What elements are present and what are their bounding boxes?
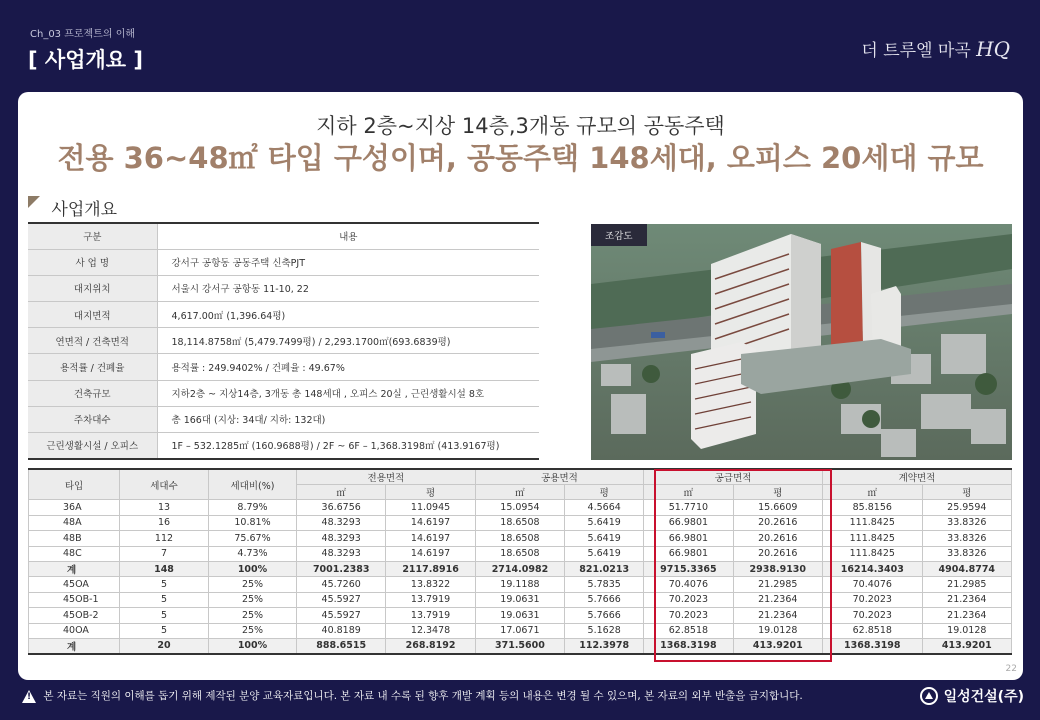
table-cell: 19.0631 <box>475 608 564 623</box>
table-cell: 8.79% <box>209 500 297 515</box>
footer-note-text: 본 자료는 직원의 이해를 돕기 위해 제작된 분양 교육자료입니다. 본 자료 내 수록 된 향후 개발 계획 등의 내용은 변경 될 수 있으며, 본 자료의 외부 반출을 금지합니다. <box>43 690 803 702</box>
table-row <box>29 592 1012 607</box>
table-cell: 13 <box>120 500 209 515</box>
table-cell: 5.6419 <box>565 531 644 546</box>
table-total-row <box>29 561 1012 576</box>
overview-value: 1F – 532.1285㎡ (160.9688평) / 2F ~ 6F – 1,368.3198㎡ (413.9167평) <box>157 433 539 459</box>
table-cell: 21.2364 <box>922 608 1011 623</box>
table-cell: 10.81% <box>209 515 297 530</box>
table-cell: 11.0945 <box>386 500 475 515</box>
table-cell: 48C <box>29 546 120 561</box>
table-cell: 2938.9130 <box>733 561 822 576</box>
table-cell: 70.4076 <box>822 577 922 592</box>
table-cell: 5.7835 <box>565 577 644 592</box>
table-cell: 25% <box>209 577 297 592</box>
table-row <box>29 515 1012 530</box>
table-cell: 36.6756 <box>297 500 386 515</box>
footer-disclaimer <box>22 688 803 703</box>
unit-m2: ㎡ <box>644 485 733 500</box>
table-cell: 62.8518 <box>822 623 922 638</box>
table-cell: 48B <box>29 531 120 546</box>
table-cell: 111.8425 <box>822 546 922 561</box>
table-cell: 21.2364 <box>733 608 822 623</box>
table-cell: 13.7919 <box>386 592 475 607</box>
overview-row <box>28 302 539 328</box>
table-cell: 5 <box>120 623 209 638</box>
overview-value: 18,114.8758㎡ (5,479.7499평) / 2,293.1700㎡(693.6839평) <box>157 328 539 354</box>
overview-head-value: 내용 <box>157 223 539 249</box>
page-heading: [ 사업개요 ] <box>28 48 143 72</box>
table-total-row <box>29 638 1012 654</box>
unit-m2: ㎡ <box>822 485 922 500</box>
overview-head-label: 구분 <box>28 223 157 249</box>
unit-m2: ㎡ <box>475 485 564 500</box>
table-cell: 5 <box>120 592 209 607</box>
table-cell: 7001.2383 <box>297 561 386 576</box>
table-cell: 33.8326 <box>922 515 1011 530</box>
table-cell: 25.9594 <box>922 500 1011 515</box>
table-cell: 48.3293 <box>297 531 386 546</box>
table-cell: 25% <box>209 608 297 623</box>
table-cell: 75.67% <box>209 531 297 546</box>
overview-value: 4,617.00㎡ (1,396.64평) <box>157 302 539 328</box>
table-cell: 48A <box>29 515 120 530</box>
aerial-rendering-illustration <box>591 224 1012 460</box>
unit-area-table <box>28 468 1012 655</box>
table-row <box>29 577 1012 592</box>
col-type: 타입 <box>29 469 120 500</box>
overview-row <box>28 406 539 432</box>
table-cell: 15.0954 <box>475 500 564 515</box>
table-cell: 70.4076 <box>644 577 733 592</box>
table-cell: 19.1188 <box>475 577 564 592</box>
table-cell: 45OB-2 <box>29 608 120 623</box>
table-cell: 계 <box>29 561 120 576</box>
table-cell: 5 <box>120 577 209 592</box>
table-cell: 25% <box>209 592 297 607</box>
table-cell: 5.7666 <box>565 608 644 623</box>
headline-primary: 지하 2층~지상 14층,3개동 규모의 공동주택 <box>316 114 725 138</box>
table-cell: 14.6197 <box>386 515 475 530</box>
table-cell: 12.3478 <box>386 623 475 638</box>
corner-triangle-icon <box>28 196 40 208</box>
overview-row <box>28 354 539 380</box>
table-cell: 100% <box>209 638 297 654</box>
table-cell: 45.7260 <box>297 577 386 592</box>
overview-value: 총 166대 (지상: 34대/ 지하: 132대) <box>157 406 539 432</box>
table-cell: 5.1628 <box>565 623 644 638</box>
table-cell: 70.2023 <box>644 592 733 607</box>
table-cell: 13.8322 <box>386 577 475 592</box>
overview-value: 강서구 공항동 공동주택 신축PJT <box>157 249 539 275</box>
units-header-row <box>29 469 1012 485</box>
overview-label: 사 업 명 <box>28 249 157 275</box>
overview-label: 용적률 / 건폐율 <box>28 354 157 380</box>
brand-text: 더 트루엘 마곡 <box>861 41 971 61</box>
col-common: 공용면적 <box>475 469 643 485</box>
brand-script: HQ <box>976 37 1010 61</box>
table-cell: 25% <box>209 623 297 638</box>
table-cell: 18.6508 <box>475 531 564 546</box>
table-cell: 5.6419 <box>565 515 644 530</box>
table-cell: 18.6508 <box>475 515 564 530</box>
unit-pyeong: 평 <box>386 485 475 500</box>
overview-label: 건축규모 <box>28 380 157 406</box>
table-cell: 16 <box>120 515 209 530</box>
table-cell: 19.0128 <box>922 623 1011 638</box>
supply-area-highlight <box>654 469 832 662</box>
section-title <box>28 195 117 220</box>
overview-label: 대지면적 <box>28 302 157 328</box>
table-cell: 148 <box>120 561 209 576</box>
overview-label: 대지위치 <box>28 275 157 301</box>
table-cell: 33.8326 <box>922 531 1011 546</box>
table-cell: 40.8189 <box>297 623 386 638</box>
company-mark-icon <box>920 687 938 705</box>
overview-label: 연면적 / 건축면적 <box>28 328 157 354</box>
table-cell: 70.2023 <box>644 608 733 623</box>
table-cell: 268.8192 <box>386 638 475 654</box>
table-cell: 70.2023 <box>822 608 922 623</box>
table-cell: 413.9201 <box>733 638 822 654</box>
overview-row <box>28 433 539 459</box>
table-cell: 2117.8916 <box>386 561 475 576</box>
table-cell: 15.6609 <box>733 500 822 515</box>
table-cell: 16214.3403 <box>822 561 922 576</box>
table-cell: 45OA <box>29 577 120 592</box>
table-cell: 20.2616 <box>733 515 822 530</box>
table-cell: 66.9801 <box>644 515 733 530</box>
table-cell: 9715.3365 <box>644 561 733 576</box>
company-logo <box>920 686 1024 706</box>
company-logo-text: 일성건설(주) <box>943 689 1024 705</box>
overview-row <box>28 328 539 354</box>
overview-row <box>28 380 539 406</box>
table-cell: 111.8425 <box>822 515 922 530</box>
overview-table <box>28 222 539 460</box>
table-cell: 5.6419 <box>565 546 644 561</box>
table-cell: 40OA <box>29 623 120 638</box>
table-cell: 5.7666 <box>565 592 644 607</box>
unit-pyeong: 평 <box>733 485 822 500</box>
table-cell: 112.3978 <box>565 638 644 654</box>
table-cell: 21.2985 <box>733 577 822 592</box>
unit-m2: ㎡ <box>297 485 386 500</box>
unit-pyeong: 평 <box>922 485 1011 500</box>
table-cell: 20.2616 <box>733 546 822 561</box>
table-cell: 4.73% <box>209 546 297 561</box>
table-cell: 371.5600 <box>475 638 564 654</box>
table-cell: 14.6197 <box>386 546 475 561</box>
table-cell: 821.0213 <box>565 561 644 576</box>
table-cell: 19.0631 <box>475 592 564 607</box>
table-cell: 20 <box>120 638 209 654</box>
table-cell: 20.2616 <box>733 531 822 546</box>
table-cell: 51.7710 <box>644 500 733 515</box>
col-exclusive: 전용면적 <box>297 469 476 485</box>
photo-badge: 조감도 <box>591 224 647 246</box>
headline-secondary: 전용 36~48㎡ 타입 구성이며, 공동주택 148세대, 오피스 20세대 규모 <box>57 141 984 175</box>
overview-value: 용적률 : 249.9402% / 건폐율 : 49.67% <box>157 354 539 380</box>
overview-label: 주차대수 <box>28 406 157 432</box>
table-cell: 21.2364 <box>733 592 822 607</box>
table-row <box>29 623 1012 638</box>
col-ratio: 세대비(%) <box>209 469 297 500</box>
chapter-label: Ch_03 프로젝트의 이해 <box>30 29 136 40</box>
table-cell: 4904.8774 <box>922 561 1011 576</box>
table-row <box>29 500 1012 515</box>
table-row <box>29 531 1012 546</box>
overview-label: 근린생활시설 / 오피스 <box>28 433 157 459</box>
table-cell: 5 <box>120 608 209 623</box>
table-cell: 100% <box>209 561 297 576</box>
table-cell: 112 <box>120 531 209 546</box>
table-cell: 21.2364 <box>922 592 1011 607</box>
section-title-text: 사업개요 <box>51 200 118 220</box>
table-cell: 계 <box>29 638 120 654</box>
page-number: 22 <box>1005 664 1017 674</box>
overview-header-row <box>28 223 539 249</box>
table-cell: 17.0671 <box>475 623 564 638</box>
overview-row <box>28 275 539 301</box>
table-cell: 13.7919 <box>386 608 475 623</box>
col-contract: 계약면적 <box>822 469 1011 485</box>
table-cell: 62.8518 <box>644 623 733 638</box>
table-cell: 48.3293 <box>297 515 386 530</box>
table-row <box>29 546 1012 561</box>
table-cell: 1368.3198 <box>644 638 733 654</box>
table-cell: 7 <box>120 546 209 561</box>
brand-logo <box>861 36 1010 61</box>
table-cell: 111.8425 <box>822 531 922 546</box>
table-cell: 21.2985 <box>922 577 1011 592</box>
table-cell: 2714.0982 <box>475 561 564 576</box>
unit-pyeong: 평 <box>565 485 644 500</box>
overview-row <box>28 249 539 275</box>
table-cell: 413.9201 <box>922 638 1011 654</box>
overview-value: 서울시 강서구 공항동 11-10, 22 <box>157 275 539 301</box>
table-cell: 85.8156 <box>822 500 922 515</box>
table-cell: 70.2023 <box>822 592 922 607</box>
table-cell: 33.8326 <box>922 546 1011 561</box>
table-cell: 45.5927 <box>297 592 386 607</box>
col-count: 세대수 <box>120 469 209 500</box>
col-supply: 공급면적 <box>644 469 823 485</box>
table-row <box>29 608 1012 623</box>
aerial-rendering-image <box>591 224 1012 460</box>
table-cell: 66.9801 <box>644 546 733 561</box>
table-cell: 19.0128 <box>733 623 822 638</box>
table-cell: 66.9801 <box>644 531 733 546</box>
table-cell: 1368.3198 <box>822 638 922 654</box>
content-card <box>18 92 1023 680</box>
table-cell: 14.6197 <box>386 531 475 546</box>
table-cell: 888.6515 <box>297 638 386 654</box>
table-cell: 18.6508 <box>475 546 564 561</box>
table-cell: 48.3293 <box>297 546 386 561</box>
table-cell: 36A <box>29 500 120 515</box>
overview-value: 지하2층 ~ 지상14층, 3개동 총 148세대 , 오피스 20실 , 근린생활시설 8호 <box>157 380 539 406</box>
warning-triangle-icon: ! <box>22 690 36 703</box>
table-cell: 45OB-1 <box>29 592 120 607</box>
table-cell: 45.5927 <box>297 608 386 623</box>
table-cell: 4.5664 <box>565 500 644 515</box>
